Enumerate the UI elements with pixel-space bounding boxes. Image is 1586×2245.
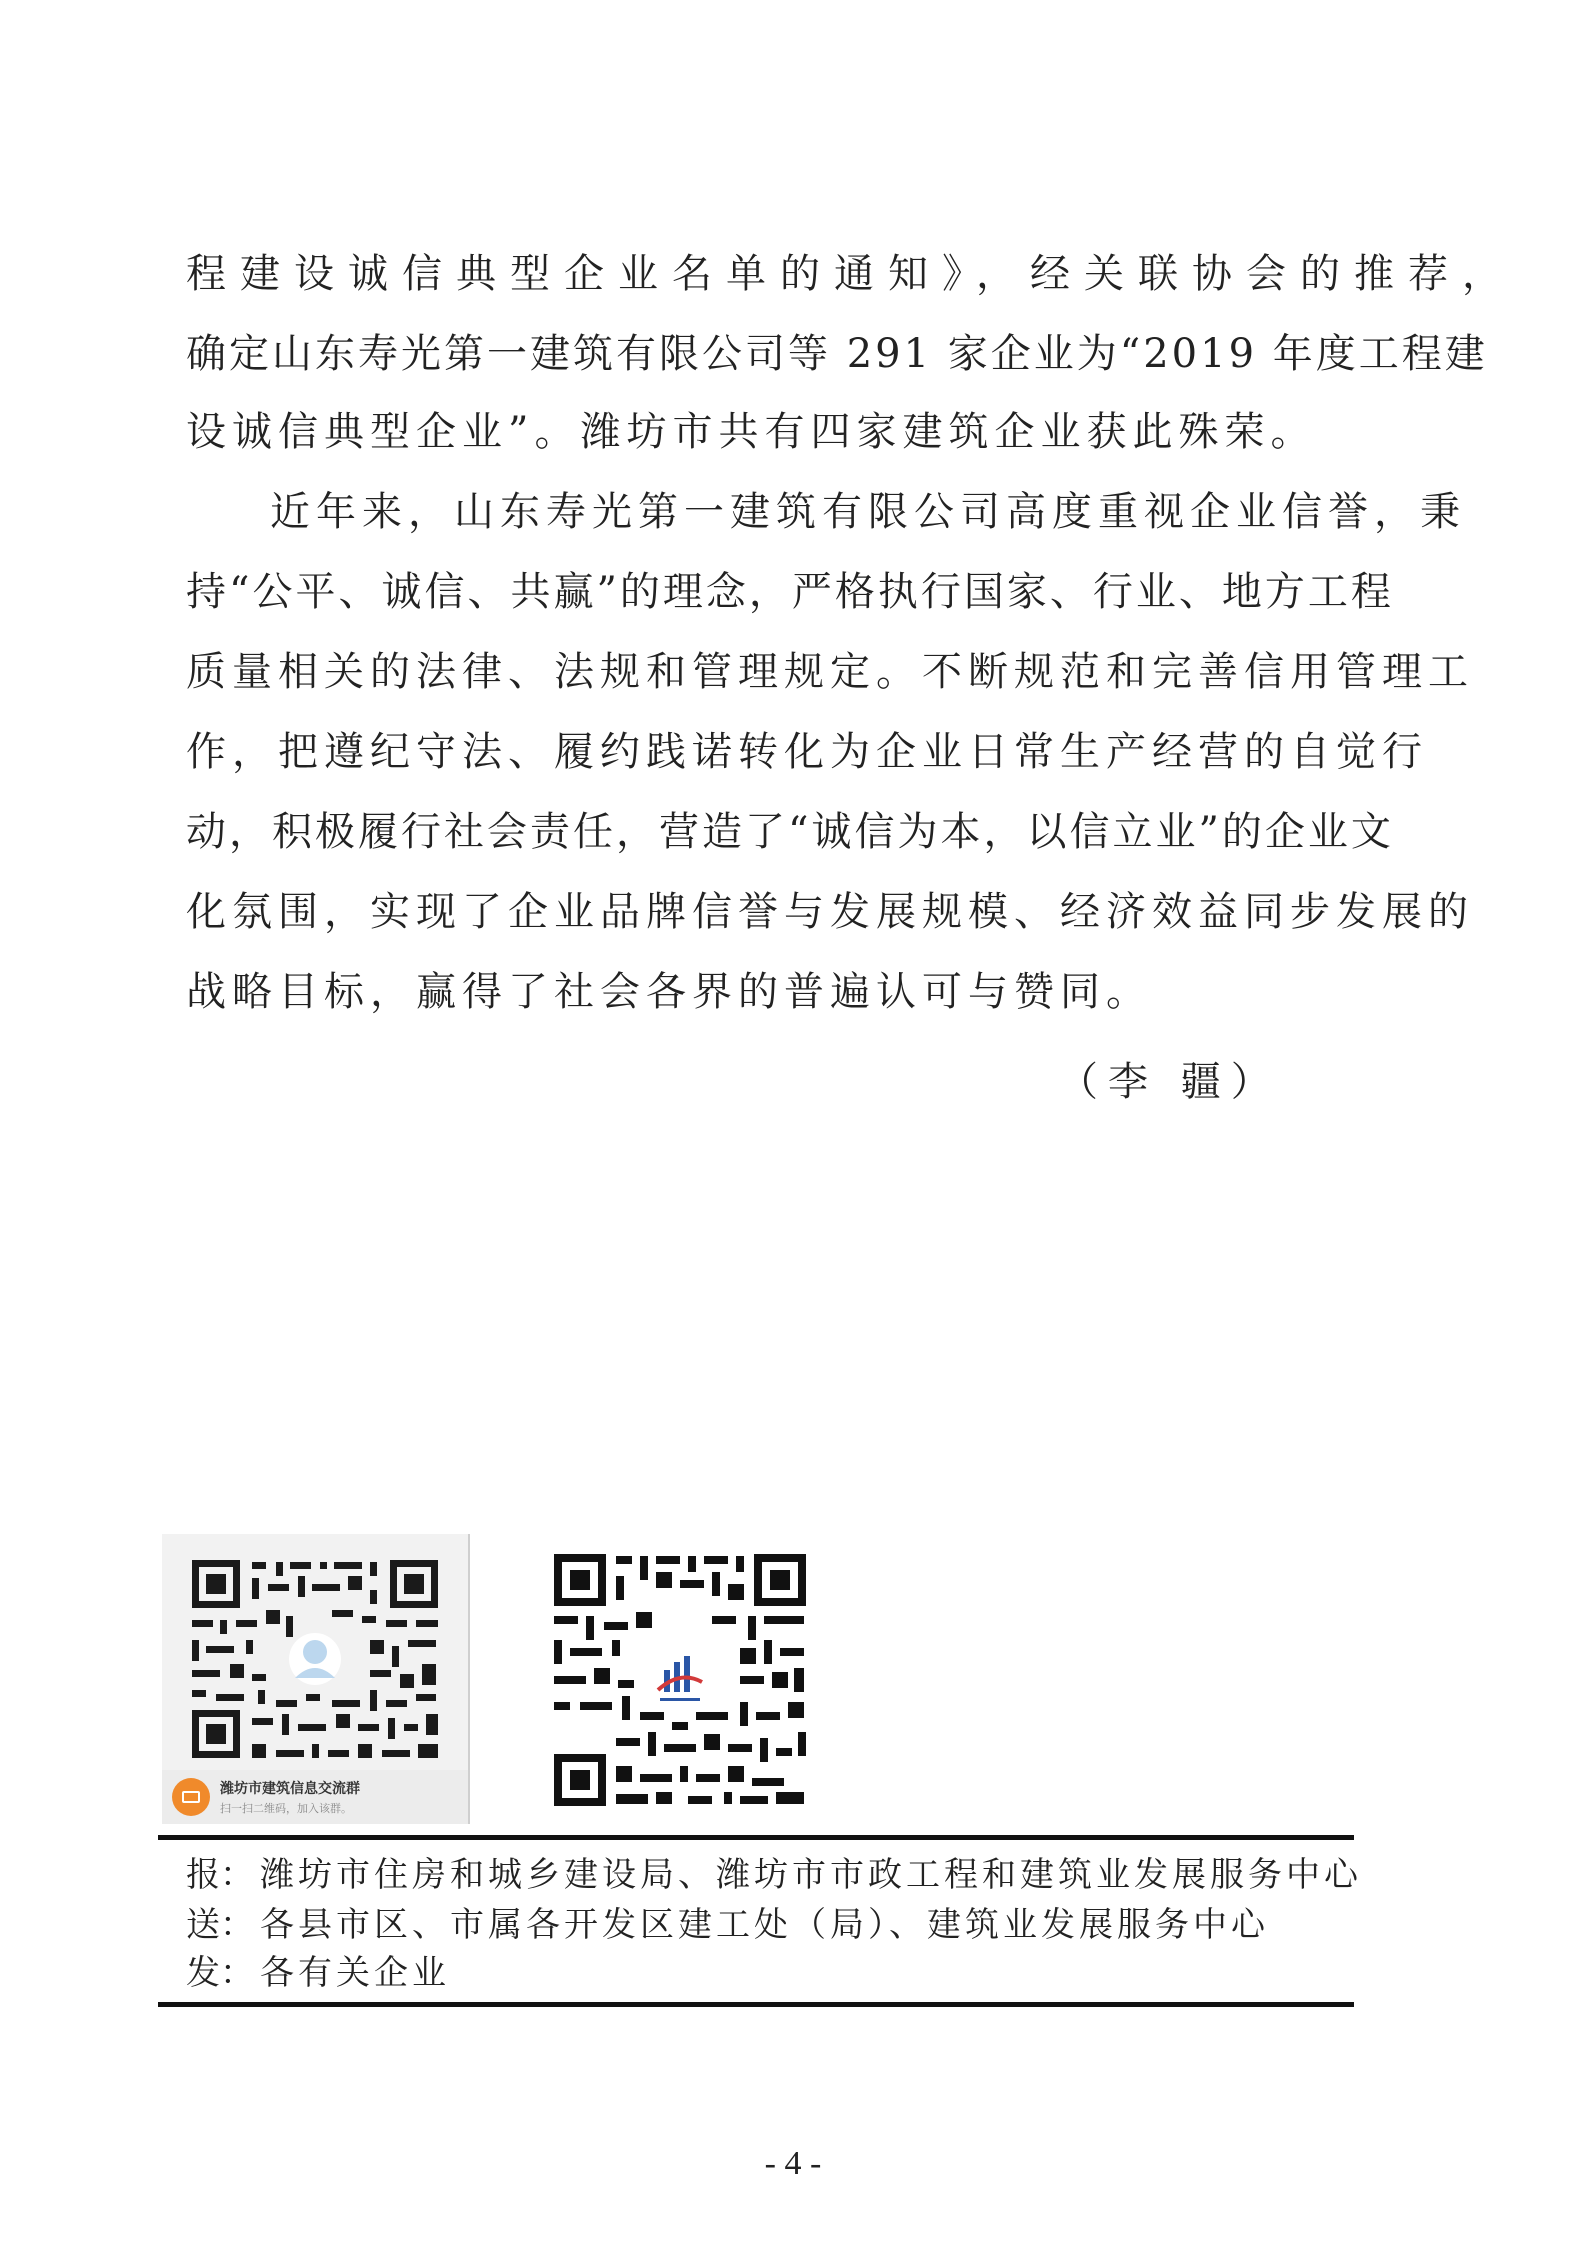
distribution-bottom-rule [158,2002,1354,2007]
group-qr-footer [162,1770,468,1824]
page-number: - 4 - [764,2145,822,2182]
body-line-3: 设诚信典型企业”。潍坊市共有四家建筑企业获此殊荣。 [186,409,1317,455]
official-account-qr-code-icon [552,1552,808,1808]
send-value: 各县市区、市属各开发区建工处（局）、建筑业发展服务中心 [260,1905,1269,1945]
body-line-10: 战略目标，赢得了社会各界的普遍认可与赞同。 [186,969,1152,1015]
distribution-issue [186,1950,450,1996]
distribution-send [186,1902,1269,1948]
body-line-7: 作，把遵纪守法、履约践诺转化为企业日常生产经营的自觉行 [186,729,1428,775]
distribution-report [186,1852,1362,1898]
body-line-9: 化氛围，实现了企业品牌信誉与发展规模、经济效益同步发展的 [186,889,1474,935]
send-label: 送： [186,1905,254,1945]
issue-value: 各有关企业 [260,1953,450,1993]
author-signature: （李 疆） [1058,1059,1281,1105]
body-line-4: 近年来，山东寿光第一建筑有限公司高度重视企业信誉，秉 [270,489,1466,535]
briefcase-icon [172,1778,210,1816]
group-qr-code-icon [186,1554,444,1764]
body-line-8: 动，积极履行社会责任，营造了“诚信为本，以信立业”的企业文 [186,809,1394,855]
body-line-5: 持“公平、诚信、共赢”的理念，严格执行国家、行业、地方工程 [186,569,1394,615]
report-value: 潍坊市住房和城乡建设局、潍坊市市政工程和建筑业发展服务中心 [260,1855,1362,1895]
distribution-top-rule [158,1835,1354,1840]
issue-label: 发： [186,1953,254,1993]
report-label: 报： [186,1855,254,1895]
group-name: 潍坊市建筑信息交流群 [220,1781,360,1797]
body-line-6: 质量相关的法律、法规和管理规定。不断规范和完善信用管理工 [186,649,1474,695]
body-line-1: 程建设诚信典型企业名单的通知》，经关联协会的推荐， [186,251,1516,297]
group-hint: 扫一扫二维码，加入该群。 [220,1802,352,1815]
body-line-2: 确定山东寿光第一建筑有限公司等 291 家企业为“2019 年度工程建 [186,331,1488,377]
group-qr-card [162,1534,470,1824]
